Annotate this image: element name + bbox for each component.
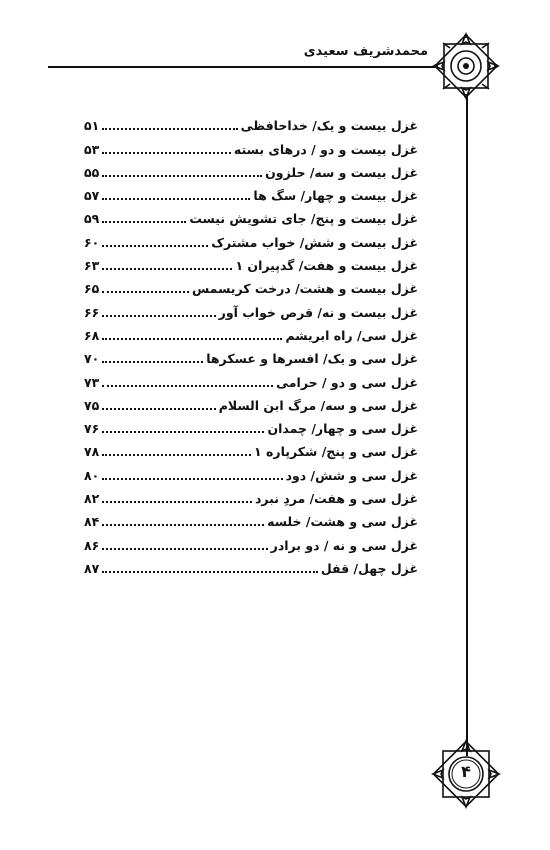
toc-entry[interactable] bbox=[84, 110, 418, 133]
dot-leader bbox=[102, 198, 250, 200]
toc-entry[interactable] bbox=[84, 180, 418, 203]
toc-entry-page: ۶۶ bbox=[84, 304, 100, 320]
dot-leader bbox=[102, 431, 264, 433]
toc-entry-page: ۵۹ bbox=[84, 211, 100, 227]
dot-leader bbox=[102, 291, 189, 293]
toc-entry-page: ۵۳ bbox=[84, 141, 100, 157]
toc-entry[interactable] bbox=[84, 273, 418, 296]
dot-leader bbox=[102, 361, 203, 363]
toc-entry-page: ۶۵ bbox=[84, 281, 100, 297]
toc-entry[interactable] bbox=[84, 320, 418, 343]
toc-entry[interactable] bbox=[84, 483, 418, 506]
toc-entry[interactable] bbox=[84, 506, 418, 529]
toc-entry[interactable] bbox=[84, 250, 418, 273]
toc-entry-title: غزل سی و چهار/ چمدان bbox=[267, 421, 418, 437]
toc-entry-page: ۷۸ bbox=[84, 444, 100, 460]
toc-entry-title: غزل بیست و پنج/ جای تشویش نیست bbox=[189, 211, 418, 227]
toc-entry[interactable] bbox=[84, 413, 418, 436]
dot-leader bbox=[102, 385, 273, 387]
dot-leader bbox=[102, 501, 252, 503]
toc-entry[interactable] bbox=[84, 366, 418, 389]
margin-rule bbox=[466, 96, 468, 756]
toc-entry-title: غزل بیست و سه/ حلزون bbox=[265, 164, 418, 180]
toc-entry-page: ۶۰ bbox=[84, 234, 100, 250]
toc-entry[interactable] bbox=[84, 133, 418, 156]
running-header-author: محمدشریف سعیدی bbox=[303, 44, 428, 59]
toc-entry-page: ۶۳ bbox=[84, 258, 100, 274]
page-number: ۴ bbox=[461, 762, 471, 781]
toc-entry-page: ۸۴ bbox=[84, 514, 100, 530]
toc-entry-title: غزل سی و پنج/ شکرپاره ۱ bbox=[254, 444, 418, 460]
dot-leader bbox=[102, 338, 282, 340]
toc-entry-page: ۷۰ bbox=[84, 351, 100, 367]
toc-entry-page: ۵۱ bbox=[84, 118, 100, 134]
toc-entry-page: ۵۷ bbox=[84, 188, 100, 204]
dot-leader bbox=[102, 128, 237, 130]
dot-leader bbox=[102, 478, 282, 480]
toc-entry[interactable] bbox=[84, 203, 418, 226]
toc-entry-title: غزل سی و یک/ افسرها و عسکرها bbox=[206, 351, 418, 367]
toc-entry-title: غزل بیست و یک/ خداحافظی bbox=[240, 118, 418, 134]
rosette-ornament-icon bbox=[430, 30, 502, 102]
toc-entry[interactable] bbox=[84, 343, 418, 366]
toc-entry-page: ۶۸ bbox=[84, 327, 100, 343]
toc-entry[interactable] bbox=[84, 226, 418, 249]
dot-leader bbox=[102, 548, 267, 550]
dot-leader bbox=[102, 315, 215, 317]
dot-leader bbox=[102, 245, 208, 247]
dot-leader bbox=[102, 221, 186, 223]
toc-entry-page: ۷۶ bbox=[84, 421, 100, 437]
toc-entry[interactable] bbox=[84, 553, 418, 576]
toc-entry[interactable] bbox=[84, 529, 418, 552]
toc-entry-title: غزل سی و هفت/ مردِ نبرد bbox=[254, 491, 418, 507]
toc-entry-title: غزل چهل/ قفل bbox=[320, 560, 418, 576]
dot-leader bbox=[102, 524, 264, 526]
dot-leader bbox=[102, 268, 232, 270]
dot-leader bbox=[102, 175, 262, 177]
toc-entry-page: ۷۵ bbox=[84, 397, 100, 413]
toc-entry[interactable] bbox=[84, 459, 418, 482]
header-rule bbox=[48, 66, 436, 68]
toc-entry-title: غزل بیست و هفت/ گدپیران ۱ bbox=[235, 258, 418, 274]
dot-leader bbox=[102, 152, 231, 154]
dot-leader bbox=[102, 454, 251, 456]
toc-entry-page: ۷۳ bbox=[84, 374, 100, 390]
toc-entry-page: ۸۶ bbox=[84, 537, 100, 553]
toc-entry-title: غزل بیست و هشت/ درخت کریسمس bbox=[192, 281, 418, 297]
table-of-contents bbox=[84, 110, 418, 576]
toc-entry-page: ۵۵ bbox=[84, 164, 100, 180]
toc-entry[interactable] bbox=[84, 296, 418, 319]
toc-entry[interactable] bbox=[84, 390, 418, 413]
toc-entry-page: ۸۰ bbox=[84, 467, 100, 483]
toc-entry[interactable] bbox=[84, 436, 418, 459]
toc-entry-title: غزل سی و نه / دو برادر bbox=[270, 537, 418, 553]
toc-entry-title: غزل سی/ راه ابریشم bbox=[285, 327, 418, 343]
toc-entry-title: غزل بیست و نه/ قرص خواب آور bbox=[218, 304, 418, 320]
toc-entry-title: غزل سی و دو / حرامی bbox=[276, 374, 418, 390]
dot-leader bbox=[102, 408, 215, 410]
toc-entry-title: غزل بیست و چهار/ سگ ها bbox=[253, 188, 418, 204]
dot-leader bbox=[102, 571, 318, 573]
toc-entry-page: ۸۲ bbox=[84, 491, 100, 507]
toc-entry-title: غزل سی و شش/ دود bbox=[285, 467, 418, 483]
toc-entry[interactable] bbox=[84, 157, 418, 180]
toc-entry-title: غزل بیست و دو / درهای بسته bbox=[233, 141, 418, 157]
toc-entry-title: غزل بیست و شش/ خواب مشترک bbox=[211, 234, 418, 250]
toc-entry-title: غزل سی و سه/ مرگ ابن السلام bbox=[218, 397, 418, 413]
toc-entry-page: ۸۷ bbox=[84, 560, 100, 576]
toc-entry-title: غزل سی و هشت/ خلسه bbox=[267, 514, 418, 530]
